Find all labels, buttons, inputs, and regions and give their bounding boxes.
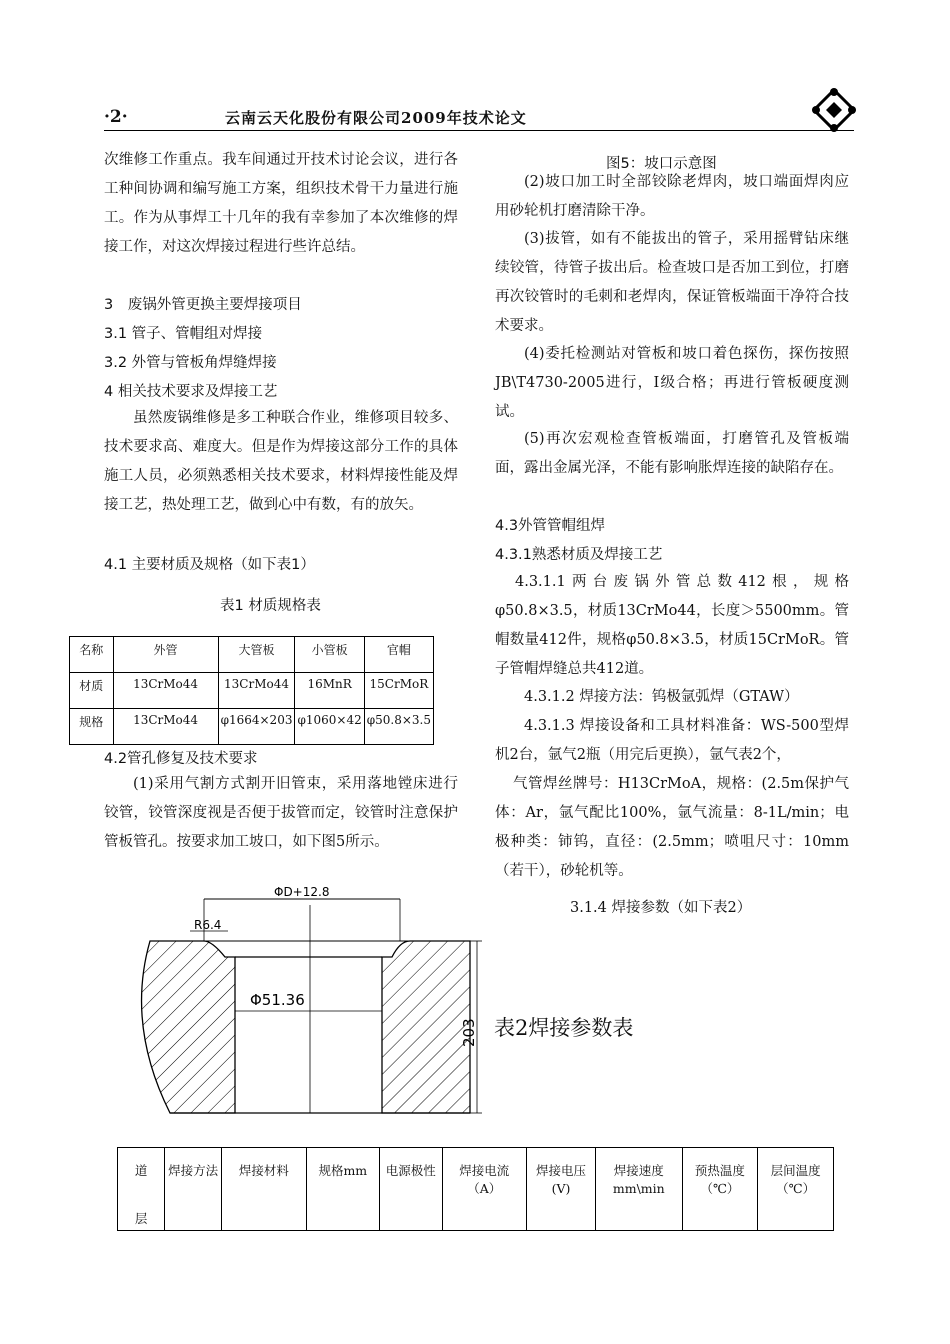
left-paragraph-intro: 次维修工作重点。我车间通过开技术讨论会议，进行各工种间协调和编写施工方案，组织技术骨干力量进行施工。作为从事焊工十几年的我有幸参加了本次维修的焊接工作，对这次焊接过程进行些许总结。 — [104, 152, 458, 255]
table-cell: 焊接方法 — [165, 1148, 222, 1231]
table-cell: 层间温度（℃） — [758, 1148, 834, 1231]
heading-3-1: 3.1 管子、管帽组对焊接 — [104, 326, 263, 342]
table-cell: 焊接材料 — [222, 1148, 306, 1231]
right-paragraph-4313b: 气管焊丝牌号：H13CrMoA，规格：(2.5m保护气体：Ar，氩气配比100%，氩气流量：8-1L/min；电极种类：铈钨，直径：(2.5mm；喷咀尺寸：10mm（若干），砂轮机等。 — [495, 776, 849, 879]
table-cell: 焊接电压(V) — [526, 1148, 595, 1231]
table-row — [70, 637, 434, 673]
heading-4-2: 4.2管孔修复及技术要求 — [104, 751, 258, 767]
table2-caption: 表2焊接参数表 — [494, 1016, 634, 1040]
header-rule — [104, 130, 854, 131]
dim-top-label: ΦD+12.8 — [274, 885, 330, 899]
table-cell: 规格 — [70, 709, 114, 745]
table-cell: 16MnR — [295, 673, 364, 709]
heading-4-3: 4.3外管管帽组焊 — [495, 518, 606, 534]
table-cell: 名称 — [70, 637, 114, 673]
table-row — [70, 673, 434, 709]
heading-3: 3 废锅外管更换主要焊接项目 — [104, 297, 302, 313]
table-cell: 小管板 — [295, 637, 364, 673]
table-cell: 规格mm — [306, 1148, 379, 1231]
table-cell: φ50.8×3.5 — [364, 709, 433, 745]
right-paragraph-5: (5)再次宏观检查管板端面，打磨管孔及管板端面，露出金属光泽，不能有影响胀焊连接的缺陷存在。 — [495, 431, 849, 476]
table-cell: 电源极性 — [380, 1148, 442, 1231]
table-cell: 13CrMo44 — [113, 673, 218, 709]
inner-dia-label: Φ51.36 — [250, 991, 305, 1009]
table-cell-text: 道 — [134, 1163, 148, 1178]
table-cell: 材质 — [70, 673, 114, 709]
table-cell: 外管 — [113, 637, 218, 673]
height-label: 203 — [460, 1018, 478, 1047]
table1-caption: 表1 材质规格表 — [220, 598, 321, 614]
radius-label: R6.4 — [194, 918, 222, 932]
left-paragraph-4-2: (1)采用气割方式割开旧管束，采用落地镗床进行铰管，铰管深度视是否便于拔管而定，铰管时注意保护管板管孔。按要求加工坡口，如下图5所示。 — [104, 776, 458, 850]
page-number: ·2· — [104, 107, 128, 127]
table-row — [118, 1148, 834, 1231]
table-cell — [118, 1148, 165, 1231]
table-cell: 焊接电流（A） — [442, 1148, 526, 1231]
left-paragraph-4: 虽然废锅维修是多工种联合作业，维修项目较多、技术要求高、难度大。但是作为焊接这部分工作的具体施工人员，必须熟悉相关技术要求，材料焊接性能及焊接工艺，热处理工艺，做到心中有数，有的放矢。 — [104, 410, 458, 513]
table-cell: 官帽 — [364, 637, 433, 673]
right-paragraph-4312: 4.3.1.2 焊接方法：钨极氩弧焊（GTAW） — [524, 689, 799, 705]
company-logo-icon — [810, 86, 858, 134]
right-paragraph-2: (2)坡口加工时全部铰除老焊肉，坡口端面焊肉应用砂轮机打磨清除干净。 — [495, 174, 849, 219]
table-cell: 焊接速度mm\min — [596, 1148, 683, 1231]
table-cell: φ1664×203 — [218, 709, 295, 745]
table-row — [70, 709, 434, 745]
right-paragraph-314: 3.1.4 焊接参数（如下表2） — [570, 900, 752, 916]
welding-parameter-table — [117, 1147, 834, 1231]
right-paragraph-4: (4)委托检测站对管板和坡口着色探伤，探伤按照JB\T4730-2005进行，I级合格；再进行管板硬度测试。 — [495, 346, 849, 420]
table-cell: 13CrMo44 — [218, 673, 295, 709]
right-paragraph-3: (3)拔管，如有不能拔出的管子，采用摇臂钻床继续铰管，待管子拔出后。检查坡口是否加工到位，打磨再次铰管时的毛刺和老焊肉，保证管板端面干净符合技术要求。 — [495, 231, 849, 334]
heading-4: 4 相关技术要求及焊接工艺 — [104, 384, 278, 400]
header-title: 云南云天化股份有限公司2009年技术论文 — [225, 109, 527, 127]
table-cell: φ1060×42 — [295, 709, 364, 745]
figure5-caption: 图5：坡口示意图 — [606, 156, 717, 172]
heading-3-2: 3.2 外管与管板角焊缝焊接 — [104, 355, 277, 371]
table-cell-text: 层 — [134, 1211, 148, 1226]
right-paragraph-4313: 4.3.1.3 焊接设备和工具材料准备：WS-500型焊机2台，氩气2瓶（用完后更换），氩气表2个， — [495, 718, 849, 763]
right-paragraph-4311: 4.3.1.1两台废锅外管总数412根，规格φ50.8×3.5，材质13CrMo44，长度＞5500mm。管帽数量412件，规格φ50.8×3.5，材质15CrMoR。管子管帽焊缝总共412道。 — [495, 574, 849, 677]
material-spec-table — [69, 636, 434, 745]
groove-diagram — [130, 885, 490, 1115]
table-cell: 13CrMo44 — [113, 709, 218, 745]
heading-4-3-1: 4.3.1熟悉材质及焊接工艺 — [495, 547, 663, 563]
heading-4-1: 4.1 主要材质及规格（如下表1） — [104, 557, 315, 573]
table-cell: 15CrMoR — [364, 673, 433, 709]
table-cell: 预热温度（℃） — [682, 1148, 758, 1231]
table-cell: 大管板 — [218, 637, 295, 673]
